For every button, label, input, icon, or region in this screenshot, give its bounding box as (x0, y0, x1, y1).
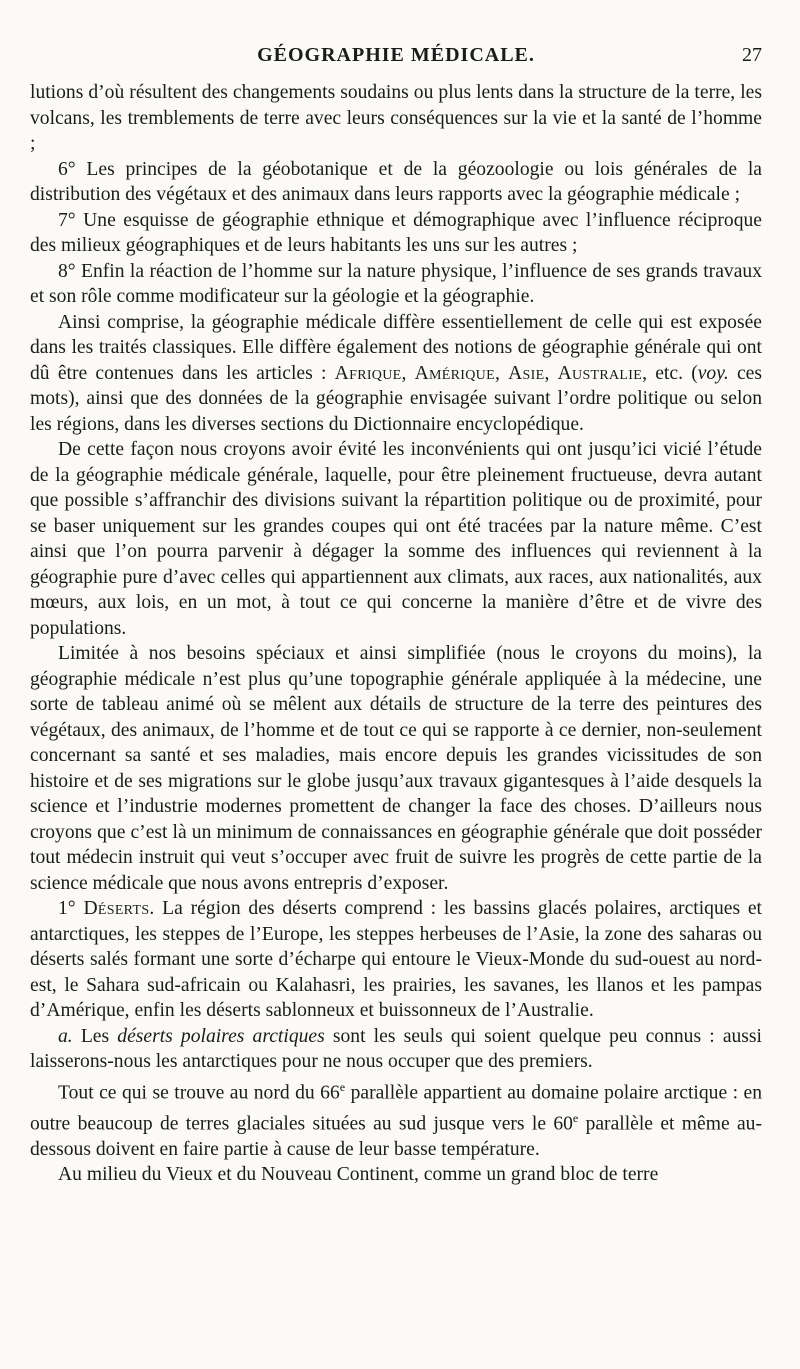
small-caps-term: Afrique (334, 362, 402, 384)
paragraph-p6 (30, 437, 762, 641)
small-caps-term: Australie (557, 362, 643, 384)
text-run: . La région des déserts comprend : les bassins glacés polaires, arctiques et antarctiques, les steppes de l’Europe, les steppes herbeuses de l’Asie, la zone des saharas ou déserts salés formant une sorte d’écharpe qui entoure le Vieux-Monde du sud-ouest au nord-est, le Sahara sud-africain ou Kalahasri, les prairies, les savanes, les llanos et les pampas d’Amérique, enfin les déserts sablonneux et buissonneux de l’Australie. (30, 898, 763, 1021)
paragraph-p3 (30, 208, 762, 259)
italic-text: a. (58, 1025, 73, 1047)
page (30, 40, 762, 1188)
text-run: 7° Une esquisse de géographie ethnique et démographique avec l’influence réciproque des milieux géographiques et de leurs habitants les uns sur les autres ; (30, 209, 762, 256)
paragraph-p9 (30, 1024, 762, 1075)
paragraph-p8 (30, 896, 762, 1024)
text-run: ces mots), ainsi que des données de la géographie envisagée suivant l’ordre politique ou selon les régions, dans les diverses sections du Dictionnaire encyclopédique. (30, 362, 763, 435)
small-caps-term: Asie (508, 362, 545, 384)
text-run: 6° Les principes de la géobotanique et de la géozoologie ou lois générales de la distribution des végétaux et des animaux dans leurs rapports avec la géographie médicale ; (30, 158, 762, 205)
body-text (30, 80, 762, 1188)
text-run: Tout ce qui se trouve au nord du 66 (58, 1082, 340, 1104)
paragraph-p7 (30, 641, 762, 896)
paragraph-p4 (30, 259, 762, 310)
text-run: 1° (58, 898, 84, 919)
text-run: , etc. ( (642, 362, 698, 384)
superscript: e (572, 1110, 579, 1125)
text-run: parallèle et même au-dessous doivent en faire partie à cause de leur basse température. (30, 1113, 762, 1160)
text-run: , (401, 362, 415, 384)
superscript: e (339, 1079, 346, 1094)
text-run: , (494, 362, 509, 384)
text-run: Au milieu du Vieux et du Nouveau Continent, comme un grand bloc de terre (58, 1164, 659, 1186)
paragraph-p2 (30, 157, 762, 208)
paragraph-p1 (30, 80, 762, 157)
italic-text: déserts polaires arctiques (117, 1025, 325, 1047)
small-caps-term: Amérique (414, 362, 495, 384)
text-run: Ainsi comprise, la géographie médicale diffère essentiellement de celle qui est exposée dans les traités classiques. Elle diffère également des notions de géographie générale qui ont dû être contenues dans les articles : (30, 311, 762, 384)
page-number: 27 (742, 44, 762, 66)
text-run: , (544, 362, 558, 384)
text-run: 8° Enfin la réaction de l’homme sur la nature physique, l’influence de ses grands travaux et son rôle comme modificateur sur la géologie et la géographie. (30, 260, 762, 307)
small-caps-term: Déserts (83, 898, 150, 919)
paragraph-p5 (30, 310, 762, 438)
page-header (30, 40, 762, 80)
paragraph-p10 (30, 1075, 762, 1163)
paragraph-p11 (30, 1162, 762, 1188)
running-title: GÉOGRAPHIE MÉDICALE. (257, 44, 535, 66)
text-run: parallèle appartient au domaine polaire arctique : en outre beaucoup de terres glaciales situées au sud jusque vers le 60 (30, 1082, 763, 1135)
text-run: sont les seuls qui soient quelque peu connus : aussi laisserons-nous les antarctiques pour ne nous occuper que des premiers. (30, 1025, 763, 1072)
text-run: Les (72, 1025, 118, 1047)
text-run: lutions d’où résultent des changements soudains ou plus lents dans la structure de la terre, les volcans, les tremblements de terre avec leurs conséquences sur la vie et la santé de l’homme ; (30, 82, 762, 154)
italic-text: voy. (697, 362, 729, 384)
text-run: De cette façon nous croyons avoir évité les inconvénients qui ont jusqu’ici vicié l’étude de la géographie médicale générale, laquelle, pour être pleinement fructueuse, devra autant que possible s’affranchir des divisions suivant la répartition politique ou de proximité, pour se baser uniquement sur les grandes coupes qui ont été tracées par la nature même. C’est ainsi que l’on pourra parvenir à dégager la somme des influences qui reviennent à la géographie pure d’avec celles qui appartiennent aux climats, aux races, aux nationalités, aux mœurs, aux lois, en un mot, à tout ce qui concerne la manière d’être et de vivre des populations. (30, 439, 762, 639)
text-run: Limitée à nos besoins spéciaux et ainsi simplifiée (nous le croyons du moins), la géographie médicale n’est plus qu’une topographie générale appliquée à la médecine, une sorte de tableau animé où se mêlent aux détails de structure de la terre des peintures des végétaux, des animaux, de l’homme et de tout ce qui se rapporte à ce dernier, non-seulement concernant sa santé et ses maladies, mais encore depuis les grandes vicissitudes de son histoire et de ses migrations sur le globe jusqu’aux travaux gigantesques à l’aide desquels la science et l’industrie modernes promettent de changer la face des choses. D’ailleurs nous croyons que c’est là un minimum de connaissances en géographie générale que doit posséder tout médecin instruit qui veut s’occuper avec fruit de suivre les progrès de cette partie de la science médicale que nous avons entrepris d’exposer. (30, 643, 762, 894)
